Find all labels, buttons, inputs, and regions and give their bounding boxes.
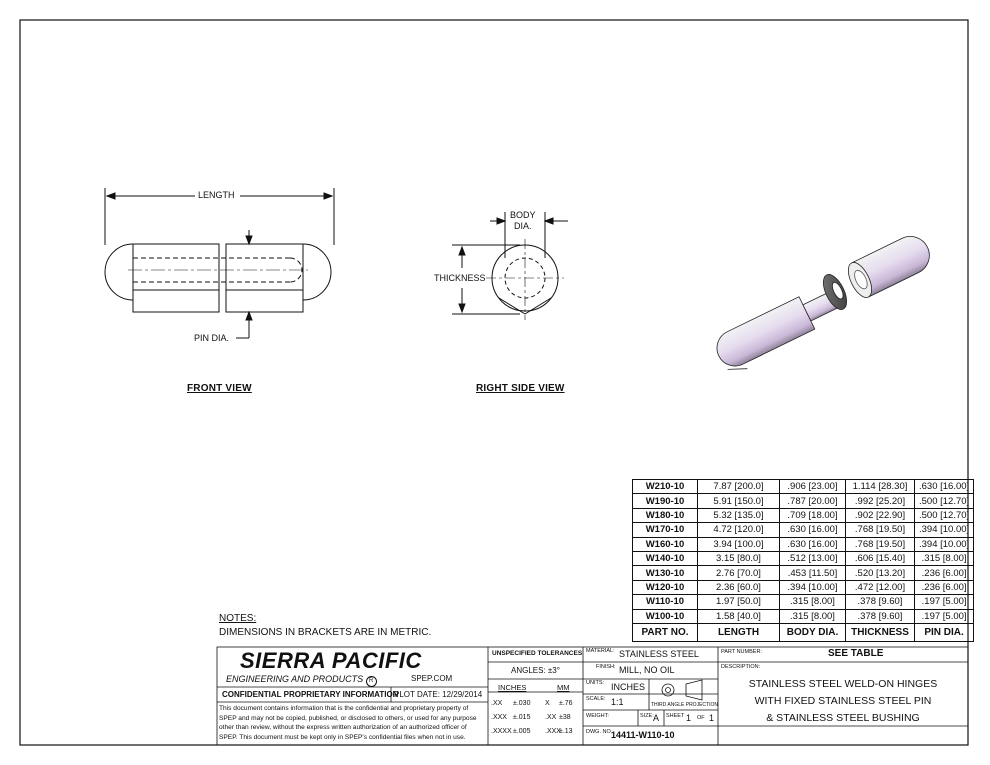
part-number-cell: W210-10 bbox=[633, 480, 698, 494]
parts-table-cell: .378 [9.60] bbox=[846, 609, 915, 623]
units-value: INCHES bbox=[611, 682, 646, 692]
material-value: STAINLESS STEEL bbox=[619, 649, 699, 659]
tol-xxx-mm: .XXX bbox=[545, 728, 561, 735]
parts-table-cell: .453 [11.50] bbox=[780, 566, 846, 580]
part-number-label: PART NUMBER: bbox=[721, 649, 762, 655]
parts-table-cell: 1.97 [50.0] bbox=[698, 595, 780, 609]
scale-value: 1:1 bbox=[611, 697, 624, 707]
sheet-label: SHEET bbox=[666, 713, 685, 719]
parts-table-cell: .500 [12.70] bbox=[915, 508, 974, 522]
weight-label: WEIGHT: bbox=[586, 713, 609, 719]
parts-table-header-cell: PART NO. bbox=[633, 623, 698, 641]
finish-value: MILL, NO OIL bbox=[619, 665, 675, 675]
projection-label: THIRD ANGLE PROJECTION bbox=[651, 702, 718, 708]
parts-table-cell: 5.32 [135.0] bbox=[698, 508, 780, 522]
parts-table-row bbox=[633, 551, 974, 565]
parts-table-cell: .236 [6.00] bbox=[915, 566, 974, 580]
parts-table-cell: 1.114 [28.30] bbox=[846, 480, 915, 494]
part-number-cell: W140-10 bbox=[633, 551, 698, 565]
material-label: MATERIAL: bbox=[586, 648, 615, 654]
parts-table-cell: 2.76 [70.0] bbox=[698, 566, 780, 580]
parts-table-cell: .992 [25.20] bbox=[846, 494, 915, 508]
sheet-value: 1 bbox=[686, 713, 692, 723]
parts-table-cell: .394 [10.00] bbox=[915, 523, 974, 537]
parts-table-cell: 2.36 [60.0] bbox=[698, 580, 780, 594]
parts-table-row bbox=[633, 580, 974, 594]
parts-table-cell: 3.15 [80.0] bbox=[698, 551, 780, 565]
company-website: SPEP.COM bbox=[411, 674, 453, 683]
part-number-value: SEE TABLE bbox=[828, 648, 884, 659]
company-logo-text: SIERRA PACIFIC bbox=[240, 648, 422, 673]
part-number-cell: W160-10 bbox=[633, 537, 698, 551]
disclaimer-line-3: other than review, without the express written authorization of an authorized officer of bbox=[219, 724, 467, 731]
of-label: OF bbox=[697, 715, 705, 721]
part-number-cell: W110-10 bbox=[633, 595, 698, 609]
parts-table-cell: 3.94 [100.0] bbox=[698, 537, 780, 551]
right-side-view-title: RIGHT SIDE VIEW bbox=[476, 383, 565, 394]
tolerance-table bbox=[491, 697, 581, 739]
parts-table-cell: .236 [6.00] bbox=[915, 580, 974, 594]
tolerances-title: UNSPECIFIED TOLERANCES bbox=[492, 650, 583, 657]
tolerances-angles: ANGLES: ±3° bbox=[511, 666, 560, 675]
notes-heading: NOTES: bbox=[219, 613, 257, 624]
body-dia-label-2: DIA. bbox=[514, 221, 532, 231]
disclaimer-line-4: SPEP. This document must be kept only in SPEP's confidential files when not in use. bbox=[219, 733, 466, 741]
isometric-hinge-render bbox=[711, 230, 936, 377]
right-side-view-drawing bbox=[452, 212, 568, 320]
company-subtitle-text: ENGINEERING AND PRODUCTS bbox=[226, 674, 364, 684]
size-label: SIZE: bbox=[640, 713, 654, 719]
tol-xx-mm-val: ±38 bbox=[559, 714, 571, 721]
parts-table-row bbox=[633, 566, 974, 580]
length-dim-label: LENGTH bbox=[198, 190, 235, 200]
parts-table-row bbox=[633, 595, 974, 609]
of-value: 1 bbox=[709, 713, 715, 723]
tol-xx-mm: .XX bbox=[545, 714, 557, 721]
disclaimer-line-1: This document contains information that is the confidential and proprietary property of bbox=[219, 705, 469, 712]
part-number-cell: W180-10 bbox=[633, 508, 698, 522]
tol-xx: .XX bbox=[491, 700, 503, 707]
description-line-2: WITH FIXED STAINLESS STEEL PIN bbox=[754, 695, 932, 707]
thickness-dim-label: THICKNESS bbox=[434, 273, 486, 283]
parts-table-cell: 5.91 [150.0] bbox=[698, 494, 780, 508]
parts-table-cell: .630 [16.00] bbox=[915, 480, 974, 494]
parts-table-cell: .709 [18.00] bbox=[780, 508, 846, 522]
tol-xx-val: ±.030 bbox=[513, 700, 531, 707]
pin-dia-dim-label: PIN DIA. bbox=[194, 333, 230, 343]
confidential-label: CONFIDENTIAL PROPRIETARY INFORMATION bbox=[222, 690, 399, 699]
dwg-no-label: DWG. NO. bbox=[586, 729, 613, 735]
tol-xxx-mm-val: ±.13 bbox=[559, 728, 573, 735]
parts-table-cell: .768 [19.50] bbox=[846, 523, 915, 537]
parts-table-cell: .787 [20.00] bbox=[780, 494, 846, 508]
tol-xxx: .XXX bbox=[491, 714, 507, 721]
tol-x-mm-val: ±.76 bbox=[559, 700, 573, 707]
part-number-cell: W130-10 bbox=[633, 566, 698, 580]
description-label: DESCRIPTION: bbox=[721, 664, 761, 670]
parts-table-cell: .520 [13.20] bbox=[846, 566, 915, 580]
part-number-cell: W100-10 bbox=[633, 609, 698, 623]
parts-table-row bbox=[633, 480, 974, 494]
notes-line-1: DIMENSIONS IN BRACKETS ARE IN METRIC. bbox=[219, 627, 432, 638]
part-number-cell: W190-10 bbox=[633, 494, 698, 508]
parts-table-cell: .630 [16.00] bbox=[780, 537, 846, 551]
parts-table-cell: .197 [5.00] bbox=[915, 595, 974, 609]
body-dia-label-1: BODY bbox=[510, 210, 536, 220]
parts-table-cell: .394 [10.00] bbox=[915, 537, 974, 551]
parts-table-cell: 1.58 [40.0] bbox=[698, 609, 780, 623]
front-view-drawing bbox=[105, 188, 334, 338]
parts-table-cell: 4.72 [120.0] bbox=[698, 523, 780, 537]
front-view-title: FRONT VIEW bbox=[187, 383, 252, 394]
parts-table-row bbox=[633, 537, 974, 551]
parts-table-row bbox=[633, 609, 974, 623]
parts-table-cell: .630 [16.00] bbox=[780, 523, 846, 537]
description-line-3: & STAINLESS STEEL BUSHING bbox=[766, 712, 920, 724]
parts-table-cell: .902 [22.90] bbox=[846, 508, 915, 522]
tol-xxxx-val: ±.005 bbox=[513, 728, 531, 735]
registered-icon: R bbox=[366, 676, 377, 687]
parts-table-cell: .394 [10.00] bbox=[780, 580, 846, 594]
parts-table-cell: .378 [9.60] bbox=[846, 595, 915, 609]
tol-x-mm: X bbox=[545, 700, 550, 707]
parts-table-header bbox=[633, 623, 974, 641]
description-text bbox=[718, 676, 968, 727]
scale-label: SCALE: bbox=[586, 696, 606, 702]
size-value: A bbox=[653, 713, 660, 723]
parts-table-header-cell: BODY DIA. bbox=[780, 623, 846, 641]
tol-inches-header: INCHES bbox=[498, 683, 527, 692]
parts-table-header-cell: LENGTH bbox=[698, 623, 780, 641]
parts-table-header-cell: PIN DIA. bbox=[915, 623, 974, 641]
parts-table-header-cell: THICKNESS bbox=[846, 623, 915, 641]
dwg-no-value: 14411-W110-10 bbox=[611, 730, 675, 740]
parts-table-cell: .512 [13.00] bbox=[780, 551, 846, 565]
units-label: UNITS: bbox=[586, 680, 605, 686]
part-number-cell: W120-10 bbox=[633, 580, 698, 594]
parts-table-cell: .906 [23.00] bbox=[780, 480, 846, 494]
plot-date: PLOT DATE: 12/29/2014 bbox=[394, 690, 483, 699]
parts-table-cell: .197 [5.00] bbox=[915, 609, 974, 623]
parts-table-cell: .315 [8.00] bbox=[780, 595, 846, 609]
parts-table-cell: .315 [8.00] bbox=[780, 609, 846, 623]
parts-table-cell: .500 [12.70] bbox=[915, 494, 974, 508]
tol-xxx-val: ±.015 bbox=[513, 714, 531, 721]
parts-table-cell: .606 [15.40] bbox=[846, 551, 915, 565]
parts-table-row bbox=[633, 523, 974, 537]
tol-xxxx: .XXXX bbox=[491, 728, 512, 735]
parts-table bbox=[632, 479, 974, 642]
tol-mm-header: MM bbox=[557, 683, 570, 692]
parts-table-cell: .315 [8.00] bbox=[915, 551, 974, 565]
parts-table-cell: .768 [19.50] bbox=[846, 537, 915, 551]
parts-table-row bbox=[633, 508, 974, 522]
parts-table-cell: .472 [12.00] bbox=[846, 580, 915, 594]
company-subtitle bbox=[226, 674, 377, 687]
disclaimer-line-2: SPEP and may not be copied, published, or disclosed to others, or used for any purpose bbox=[219, 714, 477, 722]
finish-label: FINISH: bbox=[596, 664, 616, 670]
parts-table-row bbox=[633, 494, 974, 508]
confidential-disclaimer bbox=[219, 704, 477, 742]
description-line-1: STAINLESS STEEL WELD-ON HINGES bbox=[748, 678, 938, 690]
parts-table-cell: 7.87 [200.0] bbox=[698, 480, 780, 494]
part-number-cell: W170-10 bbox=[633, 523, 698, 537]
